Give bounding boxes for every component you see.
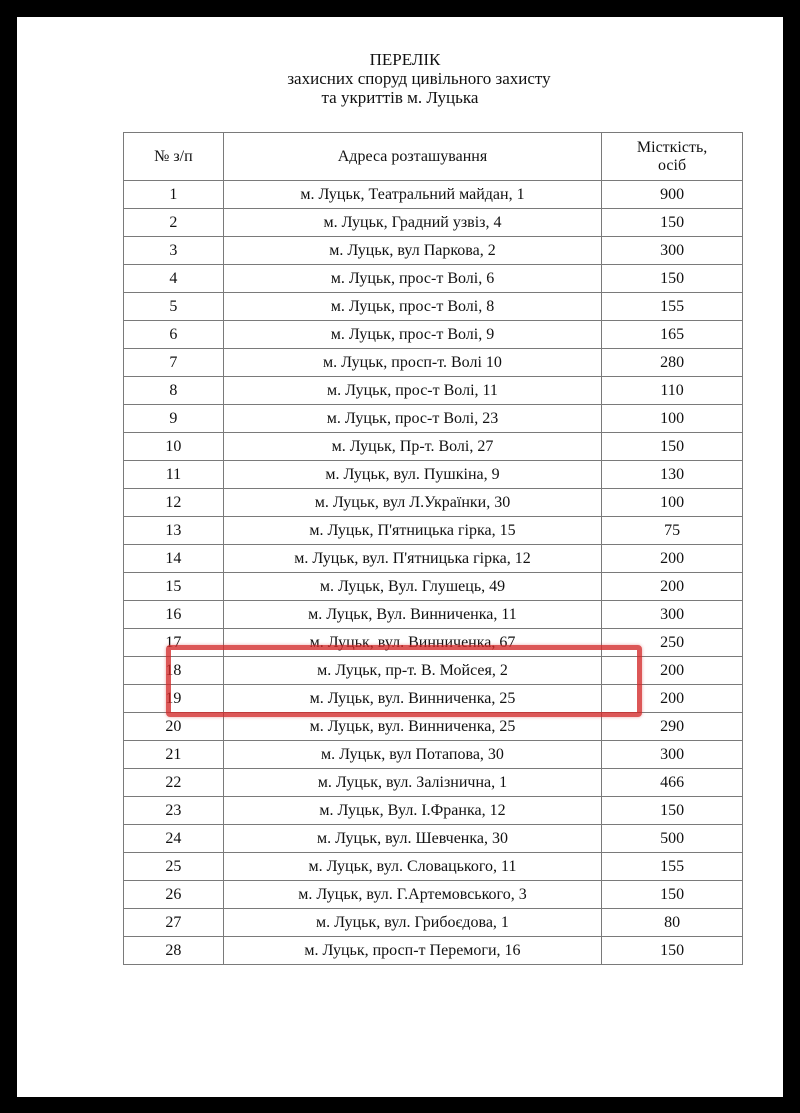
cell-address: м. Луцьк, вул Потапова, 30 <box>223 741 601 769</box>
table-row <box>124 321 743 349</box>
cell-capacity: 110 <box>602 377 743 405</box>
header-number: № з/п <box>124 133 224 181</box>
cell-address: м. Луцьк, вул. Винниченка, 67 <box>223 629 601 657</box>
cell-capacity: 300 <box>602 237 743 265</box>
cell-number: 11 <box>124 461 224 489</box>
cell-capacity: 280 <box>602 349 743 377</box>
table-row <box>124 881 743 909</box>
cell-address: м. Луцьк, вул. Пушкіна, 9 <box>223 461 601 489</box>
cell-number: 2 <box>124 209 224 237</box>
cell-address: м. Луцьк, Градний узвіз, 4 <box>223 209 601 237</box>
cell-address: м. Луцьк, вул. Грибоєдова, 1 <box>223 909 601 937</box>
cell-capacity: 155 <box>602 293 743 321</box>
cell-address: м. Луцьк, П'ятницька гірка, 15 <box>223 517 601 545</box>
cell-address: м. Луцьк, прос-т Волі, 8 <box>223 293 601 321</box>
cell-address: м. Луцьк, Пр-т. Волі, 27 <box>223 433 601 461</box>
table-row <box>124 741 743 769</box>
shelter-table <box>123 132 743 965</box>
title-line-3: та укриттів м. Луцька <box>321 88 479 107</box>
table-row <box>124 293 743 321</box>
table-row <box>124 853 743 881</box>
cell-number: 28 <box>124 937 224 965</box>
cell-capacity: 150 <box>602 797 743 825</box>
cell-number: 19 <box>124 685 224 713</box>
cell-number: 7 <box>124 349 224 377</box>
cell-capacity: 900 <box>602 181 743 209</box>
cell-address: м. Луцьк, вул. Винниченка, 25 <box>223 685 601 713</box>
cell-capacity: 150 <box>602 881 743 909</box>
cell-address: м. Луцьк, вул. Шевченка, 30 <box>223 825 601 853</box>
table-row <box>124 685 743 713</box>
table-row <box>124 909 743 937</box>
cell-capacity: 130 <box>602 461 743 489</box>
cell-number: 12 <box>124 489 224 517</box>
table-row <box>124 713 743 741</box>
cell-address: м. Луцьк, вул. П'ятницька гірка, 12 <box>223 545 601 573</box>
cell-address: м. Луцьк, вул Паркова, 2 <box>223 237 601 265</box>
cell-capacity: 150 <box>602 433 743 461</box>
cell-capacity: 155 <box>602 853 743 881</box>
cell-capacity: 300 <box>602 601 743 629</box>
header-address: Адреса розташування <box>223 133 601 181</box>
cell-capacity: 80 <box>602 909 743 937</box>
document-title <box>17 50 783 107</box>
cell-address: м. Луцьк, Театральний майдан, 1 <box>223 181 601 209</box>
cell-capacity: 200 <box>602 573 743 601</box>
cell-number: 5 <box>124 293 224 321</box>
cell-capacity: 200 <box>602 685 743 713</box>
cell-address: м. Луцьк, просп-т. Волі 10 <box>223 349 601 377</box>
cell-capacity: 150 <box>602 937 743 965</box>
cell-address: м. Луцьк, прос-т Волі, 23 <box>223 405 601 433</box>
table-row <box>124 349 743 377</box>
cell-address: м. Луцьк, пр-т. В. Мойсея, 2 <box>223 657 601 685</box>
cell-capacity: 165 <box>602 321 743 349</box>
document-page <box>17 17 783 1097</box>
table-row <box>124 797 743 825</box>
cell-address: м. Луцьк, прос-т Волі, 11 <box>223 377 601 405</box>
cell-capacity: 500 <box>602 825 743 853</box>
cell-capacity: 150 <box>602 265 743 293</box>
cell-number: 20 <box>124 713 224 741</box>
cell-number: 15 <box>124 573 224 601</box>
cell-number: 9 <box>124 405 224 433</box>
cell-address: м. Луцьк, Вул. І.Франка, 12 <box>223 797 601 825</box>
cell-address: м. Луцьк, вул. Винниченка, 25 <box>223 713 601 741</box>
table-row <box>124 405 743 433</box>
cell-capacity: 150 <box>602 209 743 237</box>
cell-capacity: 100 <box>602 405 743 433</box>
cell-number: 17 <box>124 629 224 657</box>
header-capacity-line2: осіб <box>658 156 687 174</box>
cell-address: м. Луцьк, вул. Словацького, 11 <box>223 853 601 881</box>
title-line-1: ПЕРЕЛІК <box>369 50 441 69</box>
cell-number: 23 <box>124 797 224 825</box>
header-capacity-line1: Місткість, <box>636 138 708 156</box>
cell-number: 10 <box>124 433 224 461</box>
title-line-2: захисних споруд цивільного захисту <box>287 69 551 88</box>
cell-capacity: 250 <box>602 629 743 657</box>
cell-address: м. Луцьк, вул. Г.Артемовського, 3 <box>223 881 601 909</box>
cell-number: 24 <box>124 825 224 853</box>
cell-address: м. Луцьк, просп-т Перемоги, 16 <box>223 937 601 965</box>
cell-capacity: 75 <box>602 517 743 545</box>
cell-address: м. Луцьк, Вул. Глушець, 49 <box>223 573 601 601</box>
cell-address: м. Луцьк, прос-т Волі, 6 <box>223 265 601 293</box>
header-capacity <box>602 133 743 181</box>
table-body <box>124 181 743 965</box>
cell-address: м. Луцьк, Вул. Винниченка, 11 <box>223 601 601 629</box>
table-row <box>124 377 743 405</box>
cell-capacity: 200 <box>602 657 743 685</box>
table-row <box>124 937 743 965</box>
table-row <box>124 433 743 461</box>
table-header-row <box>124 133 743 181</box>
cell-number: 8 <box>124 377 224 405</box>
cell-number: 4 <box>124 265 224 293</box>
cell-number: 1 <box>124 181 224 209</box>
cell-number: 25 <box>124 853 224 881</box>
cell-capacity: 100 <box>602 489 743 517</box>
table-row <box>124 545 743 573</box>
table-row <box>124 265 743 293</box>
table-row <box>124 825 743 853</box>
cell-address: м. Луцьк, прос-т Волі, 9 <box>223 321 601 349</box>
table-row <box>124 209 743 237</box>
cell-number: 13 <box>124 517 224 545</box>
cell-address: м. Луцьк, вул Л.Українки, 30 <box>223 489 601 517</box>
cell-number: 18 <box>124 657 224 685</box>
cell-number: 16 <box>124 601 224 629</box>
cell-capacity: 300 <box>602 741 743 769</box>
table-row <box>124 629 743 657</box>
cell-number: 14 <box>124 545 224 573</box>
table-row <box>124 461 743 489</box>
cell-capacity: 466 <box>602 769 743 797</box>
cell-number: 3 <box>124 237 224 265</box>
table-row <box>124 181 743 209</box>
table-row <box>124 489 743 517</box>
table-row <box>124 573 743 601</box>
cell-number: 6 <box>124 321 224 349</box>
cell-number: 21 <box>124 741 224 769</box>
cell-number: 27 <box>124 909 224 937</box>
table-row <box>124 657 743 685</box>
table-row <box>124 237 743 265</box>
table-row <box>124 517 743 545</box>
cell-number: 26 <box>124 881 224 909</box>
cell-capacity: 290 <box>602 713 743 741</box>
cell-address: м. Луцьк, вул. Залізнична, 1 <box>223 769 601 797</box>
table-row <box>124 769 743 797</box>
table-row <box>124 601 743 629</box>
cell-capacity: 200 <box>602 545 743 573</box>
cell-number: 22 <box>124 769 224 797</box>
